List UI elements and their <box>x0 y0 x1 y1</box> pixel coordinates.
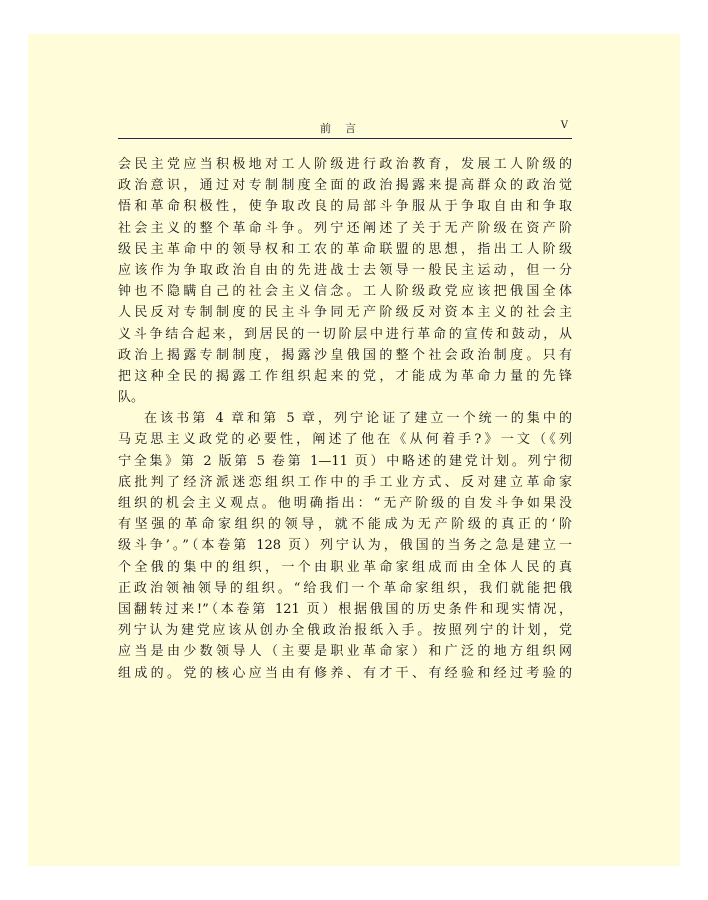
text-line: 应该作为争取政治自由的先进战士去领导一般民主运动，但一分 <box>118 262 572 278</box>
text-line: 列宁认为建党应该从创办全俄政治报纸入手。按照列宁的计划，党 <box>118 623 572 639</box>
text-line: 钟也不隐瞒自己的社会主义信念。工人阶级政党应该把俄国全体 <box>118 284 572 300</box>
text-line: 悟和革命积极性，使争取改良的局部斗争服从于争取自由和争取 <box>118 199 572 215</box>
text-line: 会民主党应当积极地对工人阶级进行政治教育，发展工人阶级的 <box>118 157 572 172</box>
text-line: 组织的机会主义观点。他明确指出：“无产阶级的自发斗争如果没 <box>118 496 572 511</box>
text-line: 宁全集》第 2 版第 5 卷第 1—11 页）中略述的建党计划。列宁彻 <box>118 453 572 469</box>
text-line: 级斗争’。”（本卷第 128 页）列宁认为，俄国的当务之急是建立一 <box>118 538 572 554</box>
body-text <box>118 154 572 684</box>
text-line: 政治上揭露专制制度，揭露沙皇俄国的整个社会政治制度。只有 <box>118 347 572 363</box>
text-line: 义斗争结合起来，到居民的一切阶层中进行革命的宣传和鼓动，从 <box>118 326 572 342</box>
text-line: 马克思主义政党的必要性，阐述了他在《从何着手?》一文（《列 <box>118 432 572 448</box>
text-line: 社会主义的整个革命斗争。列宁还阐述了关于无产阶级在资产阶 <box>118 220 572 236</box>
text-line: 个全俄的集中的组织，一个由职业革命家组成而由全体人民的真 <box>118 559 572 575</box>
text-line: 国翻转过来!”（本卷第 121 页）根据俄国的历史条件和现实情况， <box>118 601 572 617</box>
text-line: 有坚强的革命家组织的领导，就不能成为无产阶级的真正的‘阶 <box>118 517 572 533</box>
text-line: 组成的。党的核心应当由有修养、有才干、有经验和经过考验的 <box>118 665 572 681</box>
text-line: 人民反对专制制度的民主斗争同无产阶级反对资本主义的社会主 <box>118 305 572 321</box>
page-header <box>118 118 572 139</box>
text-line-paragraph-start: 在该书第 4 章和第 5 章，列宁论证了建立一个统一的集中的 <box>144 411 572 427</box>
text-line: 正政治领袖领导的组织。“给我们一个革命家组织，我们就能把俄 <box>118 580 572 596</box>
text-line: 应当是由少数领导人（主要是职业革命家）和广泛的地方组织网 <box>118 644 572 660</box>
text-line: 把这种全民的揭露工作组织起来的党，才能成为革命力量的先锋 <box>118 368 572 384</box>
text-line: 级民主革命中的领导权和工农的革命联盟的思想，指出工人阶级 <box>118 241 572 257</box>
text-line: 底批判了经济派迷恋组织工作中的手工业方式、反对建立革命家 <box>118 474 572 490</box>
page-number: V <box>560 120 568 131</box>
text-line: 政治意识，通过对专制制度全面的政治揭露来提高群众的政治觉 <box>118 178 572 194</box>
running-title: 前言 <box>320 122 370 135</box>
text-line: 队。 <box>118 390 145 406</box>
